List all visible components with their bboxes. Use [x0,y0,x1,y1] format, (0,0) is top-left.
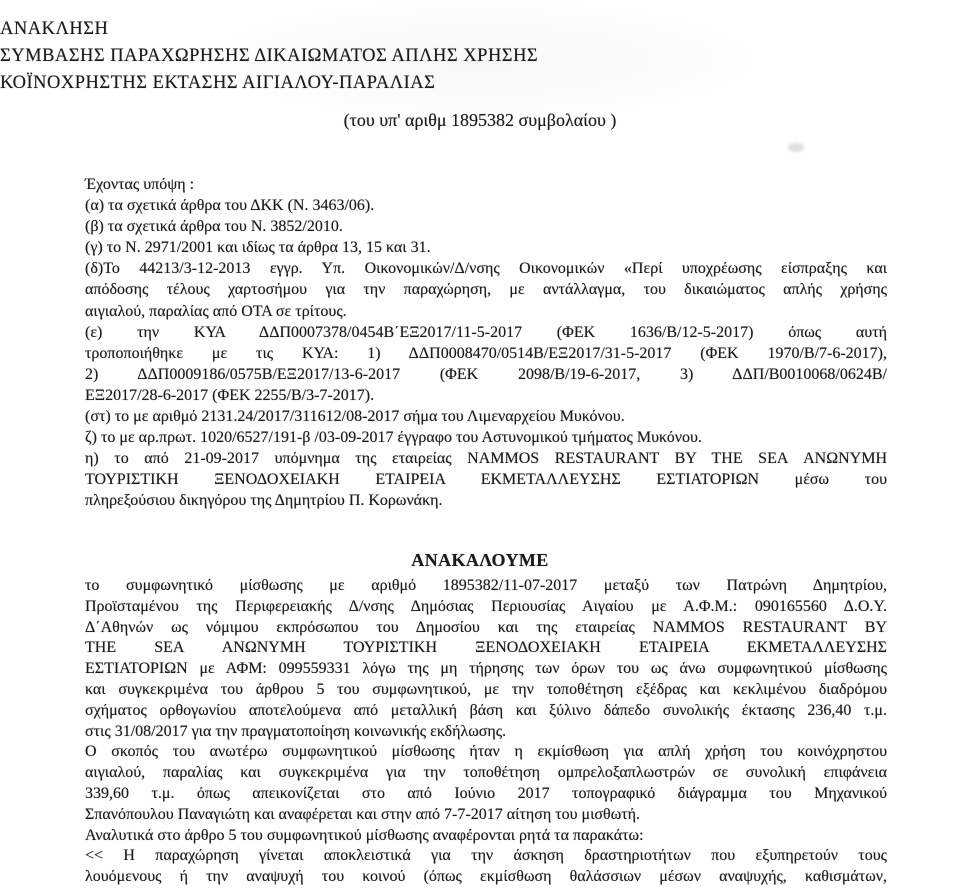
consideration-line: τροποποιήθηκε με τις ΚΥΑ: 1) ΔΔΠ0008470/0514Β/ΕΞ2017/31-5-2017 (ΦΕΚ 1970/Β/7-6-2017), [85,344,887,362]
scan-artifact-smudge [788,143,804,152]
consideration-line: πληρεξούσιου δικηγόρου της Δημητρίου Π. Κορωνάκη. [85,492,443,510]
consideration-line: ΤΟΥΡΙΣΤΙΚΗ ΞΕΝΟΔΟΧΕΙΑΚΗ ΕΤΑΙΡΕΙΑ ΕΚΜΕΤΑΛΛΕΥΣΗΣ ΕΣΤΙΑΤΟΡΙΩΝ μέσω του [85,471,887,489]
body-line: Προϊσταμένου της Περιφερειακής Δ/νσης Δημόσιας Περιουσίας Αιγαίου με Α.Φ.Μ.: 090165560 Δ.Ο.Υ. [85,597,887,615]
decision-body-section [85,576,887,888]
body-line: Δ΄Αθηνών ως νόμιμου εκπρόσωπου του Δημοσίου και της εταιρείας NAMMOS RESTAURANT BY [85,618,887,636]
consideration-line: 2) ΔΔΠ0009186/0575Β/ΕΞ2017/13-6-2017 (ΦΕΚ 2098/Β/19-6-2017, 3) ΔΔΠ/Β0010068/0624Β/ [85,365,887,383]
decision-heading: ΑΝΑΚΑΛΟΥΜΕ [411,550,549,570]
body-line: 339,60 τ.μ. όπως απεικονίζεται στο από Ιούνιο 2017 τοπογραφικό διάγραμμα του Μηχανικού [85,784,887,802]
title-line-2: ΣΥΜΒΑΣΗΣ ΠΑΡΑΧΩΡΗΣΗΣ ΔΙΚΑΙΩΜΑΤΟΣ ΑΠΛΗΣ ΧΡΗΣΗΣ [0,46,539,66]
body-line: το συμφωνητικό μίσθωσης με αριθμό 1895382/11-07-2017 μεταξύ των Πατρώνη Δημητρίου, [85,577,887,594]
consideration-line: ΕΞ2017/28-6-2017 (ΦΕΚ 2255/Β/3-7-2017). [85,386,375,404]
body-line: Αναλυτικά στο άρθρο 5 του συμφωνητικού μίσθωσης αναφέρονται ρητά τα παρακάτω: [85,826,644,844]
body-line: << Η παραχώρηση γίνεται αποκλειστικά για την άσκηση δραστηριοτήτων που εξυπηρετούν τους [85,847,887,865]
body-line: Ο σκοπός του ανωτέρω συμφωνητικού μίσθωσης ήταν η εκμίσθωση για απλή χρήση του κοινόχρηστου [85,743,887,761]
consideration-line: η) το από 21-09-2017 υπόμνημα της εταιρείας NAMMOS RESTAURANT BY THE SEA ΑΝΩΝΥΜΗ [85,450,887,468]
body-line-clipped: λουόμενους ή την αναψυχή του κοινού (όπως εκμίσθωση θαλάσσιων μέσων αναψυχής, καθισμάτων, [85,868,887,886]
consideration-line: (α) τα σχετικά άρθρα του ΔΚΚ (Ν. 3463/06). [85,197,375,215]
consideration-line: ζ) το με αρ.πρωτ. 1020/6527/191-β /03-09-2017 έγγραφο του Αστυνομικού τμήματος Μυκόνου. [85,429,702,447]
consideration-line: απόδοσης τέλους χαρτοσήμου για την παραχώρηση, με αντάλλαγμα, του δικαιώματος απλής χρήσης [85,281,887,299]
title-line-3: ΚΟΪΝΟΧΡΗΣΤΗΣ ΕΚΤΑΣΗΣ ΑΙΓΙΑΛΟΥ-ΠΑΡΑΛΙΑΣ [0,73,436,93]
consideration-line: (γ) το Ν. 2971/2001 και ιδίως τα άρθρα 13, 15 και 31. [85,239,431,257]
body-line: THE SEA ΑΝΩΝΥΜΗ ΤΟΥΡΙΣΤΙΚΗ ΞΕΝΟΔΟΧΕΙΑΚΗ ΕΤΑΙΡΕΙΑ ΕΚΜΕΤΑΛΛΕΥΣΗΣ [85,639,887,657]
consideration-line: (στ) το με αριθμό 2131.24/2017/311612/08-2017 σήμα του Λιμεναρχείου Μυκόνου. [85,408,625,426]
body-line: Σπανόπουλου Παναγιώτη και αναφέρεται και στην από 7-7-2017 αίτηση του μισθωτή. [85,805,641,823]
document-title [0,16,960,97]
consideration-line: αιγιαλού, παραλίας από ΟΤΑ σε τρίτους. [85,302,347,320]
consideration-line: (ε) την ΚΥΑ ΔΔΠ0007378/0454Β΄ΕΞ2017/11-5-2017 (ΦΕΚ 1636/Β/12-5-2017) όπως αυτή [85,323,887,341]
body-line: στις 31/08/2017 για την πραγματοποίηση κοινωνικής εκδήλωσης. [85,722,507,740]
body-line: και συγκεκριμένα του άρθρου 5 του συμφωνητικού, με την τοποθέτηση εξέδρας και κεκλιμένου διαδρόμου [85,680,887,698]
contract-number-subtitle: (του υπ' αριθμ 1895382 συμβολαίου ) [343,110,617,130]
consideration-line: (β) τα σχετικά άρθρα του Ν. 3852/2010. [85,218,343,236]
consideration-line: (δ)Το 44213/3-12-2013 εγγρ. Υπ. Οικονομικών/Δ/νσης Οικονομικών «Περί υποχρέωσης είσπραξης και [85,260,887,278]
preamble-section [85,174,887,512]
title-line-1: ΑΝΑΚΛΗΣΗ [0,19,109,39]
body-line: αιγιαλού, παραλίας και συγκεκριμένα για την τοποθέτηση ομπρελοξαπλωστρών σε συνολική επιφάνεια [85,764,887,782]
preamble-heading: Έχοντας υπόψη : [85,176,195,193]
body-line: ΕΣΤΙΑΤΟΡΙΩΝ με ΑΦΜ: 099559331 λόγω της μη τήρησης των όρων του ως άνω συμφωνητικού μίσθωσης [85,660,887,678]
body-line: σχήματος ορθογωνίου αποτελούμενα από μεταλλική βάση και ξύλινο δάπεδο συνολικής έκτασης 236,40 τ.μ. [85,701,887,719]
